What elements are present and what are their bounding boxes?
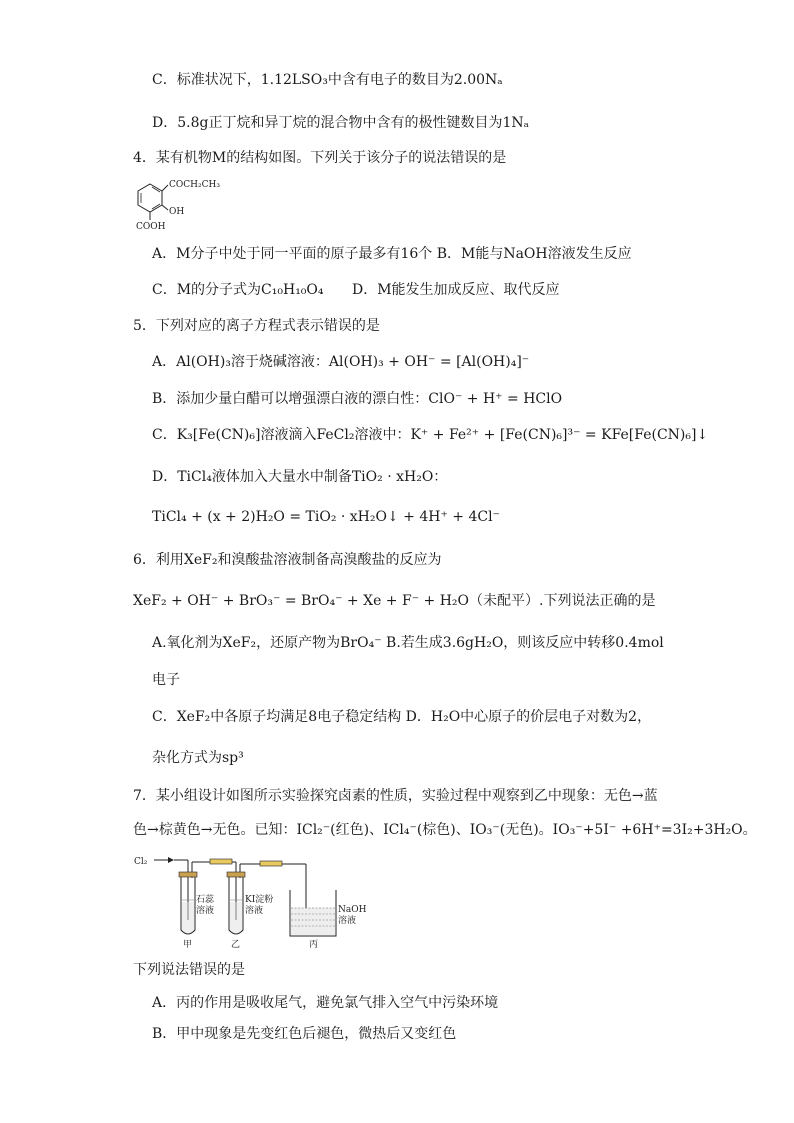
mol-label-oh: OH bbox=[169, 207, 185, 217]
q6-option-cd: C．XeF₂中各原子均满足8电子稳定结构 D．H₂O中心原子的价层电子对数为2， bbox=[152, 709, 652, 725]
mol-label-acyl: COCH₂CH₃ bbox=[169, 180, 220, 190]
vessel-label-bing: 丙 bbox=[309, 940, 319, 950]
q7-stem-cont: 色→棕黄色→无色。已知：ICl₂⁻(红色)、ICl₄⁻(棕色)、IO₃⁻(无色)。IO₃⁻+5I⁻ +6H⁺=3I₂+3H₂O。 bbox=[133, 822, 757, 838]
vessel-label-jia: 甲 bbox=[183, 940, 193, 950]
tube2-label-2: 溶液 bbox=[245, 906, 264, 916]
tube1-label-1: 石蕊 bbox=[196, 895, 215, 905]
q4-stem: 4．某有机物M的结构如图。下列关于该分子的说法错误的是 bbox=[133, 150, 507, 166]
q5-option-d: D．TiCl₄液体加入大量水中制备TiO₂ · xH₂O： bbox=[152, 469, 448, 485]
q5-option-d-equation: TiCl₄ + (x + 2)H₂O = TiO₂ · xH₂O↓ + 4H⁺ + 4Cl⁻ bbox=[152, 509, 500, 525]
q7-ask: 下列说法错误的是 bbox=[133, 962, 245, 978]
q6-option-ab: A.氧化剂为XeF₂，还原产物为BrO₄⁻ B.若生成3.6gH₂O，则该反应中转移0.4mol bbox=[152, 635, 664, 651]
q5-option-c: C．K₃[Fe(CN)₆]溶液滴入FeCl₂溶液中：K⁺ + Fe²⁺ + [Fe(CN)₆]³⁻ = KFe[Fe(CN)₆]↓ bbox=[152, 427, 709, 443]
beaker-label-2: 溶液 bbox=[338, 916, 357, 926]
q6-equation: XeF₂ + OH⁻ + BrO₃⁻ = BrO₄⁻ + Xe + F⁻ + H₂O（未配平）.下列说法正确的是 bbox=[133, 593, 656, 609]
beaker-label-1: NaOH bbox=[338, 905, 367, 915]
q4-option-d: D．M能发生加成反应、取代反应 bbox=[352, 282, 560, 298]
vessel-label-yi: 乙 bbox=[231, 940, 241, 950]
tube2-label-1: KI淀粉 bbox=[245, 895, 274, 905]
q5-option-a: A．Al(OH)₃溶于烧碱溶液：Al(OH)₃ + OH⁻ = [Al(OH)₄]⁻ bbox=[152, 354, 530, 370]
q7-option-a: A．丙的作用是吸收尾气，避免氯气排入空气中污染环境 bbox=[152, 995, 499, 1011]
q4-option-ab: A．M分子中处于同一平面的原子最多有16个 B．M能与NaOH溶液发生反应 bbox=[152, 246, 632, 262]
cl2-label: Cl₂ bbox=[134, 857, 148, 867]
q6-option-cd-cont: 杂化方式为sp³ bbox=[152, 750, 244, 766]
tube1-label-2: 溶液 bbox=[196, 906, 215, 916]
q6-stem: 6．利用XeF₂和溴酸盐溶液制备高溴酸盐的反应为 bbox=[133, 552, 442, 568]
q4-option-c: C．M的分子式为C₁₀H₁₀O₄ bbox=[152, 282, 324, 298]
q3-option-c: C．标准状况下，1.12LSO₃中含有电子的数目为2.00Nₐ bbox=[152, 72, 503, 88]
q3-option-d: D．5.8g正丁烷和异丁烷的混合物中含有的极性键数目为1Nₐ bbox=[152, 115, 530, 131]
q5-stem: 5．下列对应的离子方程式表示错误的是 bbox=[133, 318, 380, 334]
q7-stem: 7．某小组设计如图所示实验探究卤素的性质，实验过程中观察到乙中现象：无色→蓝 bbox=[133, 788, 658, 804]
molecule-structure bbox=[130, 176, 240, 234]
apparatus-diagram bbox=[130, 850, 380, 950]
q7-option-b: B．甲中现象是先变红色后褪色，微热后又变红色 bbox=[152, 1026, 457, 1042]
q6-option-ab-cont: 电子 bbox=[152, 672, 180, 688]
mol-label-cooh: COOH bbox=[136, 222, 166, 232]
q5-option-b: B．添加少量白醋可以增强漂白液的漂白性：ClO⁻ + H⁺ = HClO bbox=[152, 391, 563, 407]
